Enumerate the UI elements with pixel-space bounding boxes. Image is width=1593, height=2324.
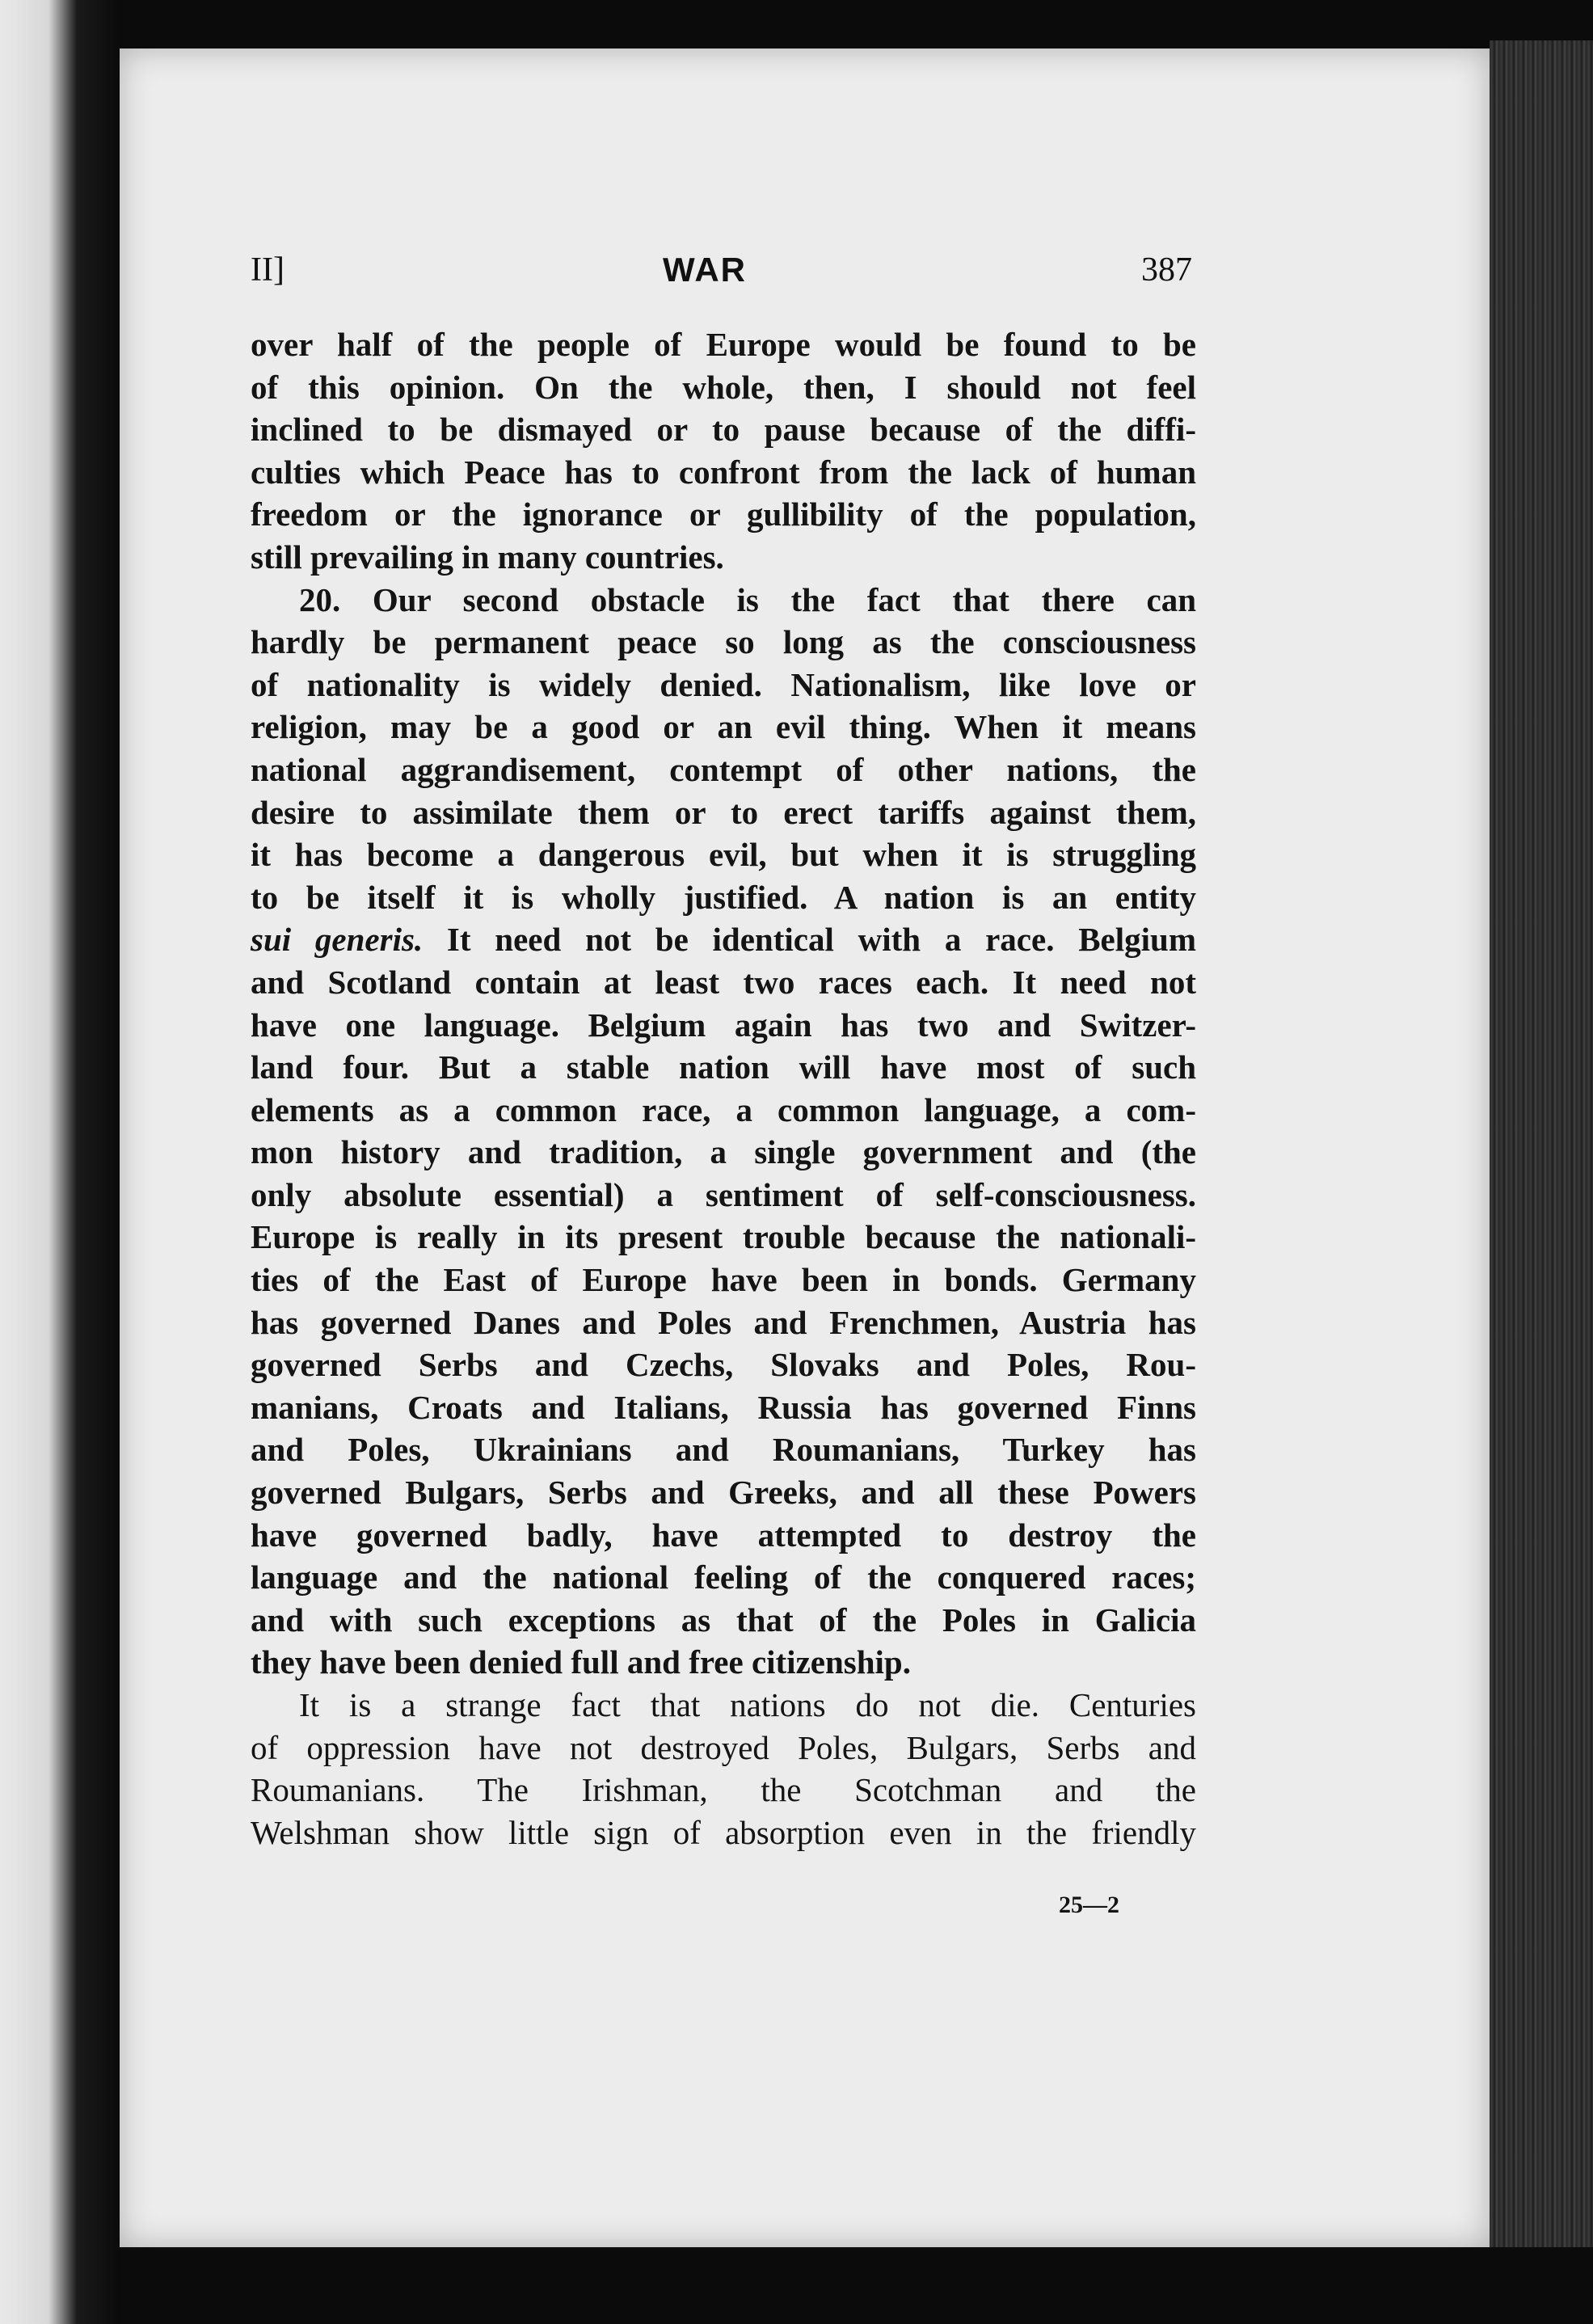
text-line: and Scotland contain at least two races each. It need not [251, 963, 1196, 1001]
text-line: governed Bulgars, Serbs and Greeks, and all these Powers [251, 1474, 1196, 1512]
book-edge-right [1490, 40, 1593, 2255]
text-line: still prevailing in many countries. [251, 538, 724, 576]
text-line: sui generis. It need not be identical with a race. Belgium [251, 921, 1196, 959]
text-line: to be itself it is wholly justified. A nation is an entity [251, 878, 1196, 916]
text-line: national aggrandisement, contempt of other nations, the [251, 750, 1196, 788]
text-line: Welshman show little sign of absorption even in the friendly [251, 1813, 1196, 1851]
text-line: over half of the people of Europe would be found to be [251, 326, 1196, 363]
italic-phrase: sui generis. [251, 921, 424, 959]
text-line: governed Serbs and Czechs, Slovaks and Poles, Rou- [251, 1346, 1196, 1384]
running-header [251, 243, 1192, 307]
text-line: mon history and tradition, a single government and (the [251, 1133, 1196, 1171]
book-binding-left [0, 0, 121, 2324]
text-line: 20. Our second obstacle is the fact that there can [299, 580, 1196, 618]
text-line: of nationality is widely denied. Nationalism, like love or [251, 665, 1196, 703]
text-line: Roumanians. The Irishman, the Scotchman and the [251, 1771, 1196, 1809]
text-line: elements as a common race, a common language, a com- [251, 1090, 1196, 1128]
text-line: culties which Peace has to confront from the lack of human [251, 453, 1196, 491]
text-line: has governed Danes and Poles and Frenchmen, Austria has [251, 1303, 1196, 1341]
text-line: have one language. Belgium again has two and Switzer- [251, 1006, 1196, 1044]
text-line: hardly be permanent peace so long as the consciousness [251, 623, 1196, 661]
text-line: language and the national feeling of the conquered races; [251, 1558, 1196, 1596]
text-line: they have been denied full and free citizenship. [251, 1643, 911, 1681]
text-line: land four. But a stable nation will have most of such [251, 1048, 1196, 1086]
body-text [251, 323, 1196, 1854]
text-line: and Poles, Ukrainians and Roumanians, Turkey has [251, 1431, 1196, 1469]
printer-signature: 25—2 [1059, 1892, 1119, 1918]
text-line: Europe is really in its present trouble because the nationali- [251, 1218, 1196, 1256]
text-line: freedom or the ignorance or gullibility of the population, [251, 496, 1196, 534]
text-line: and with such exceptions as that of the Poles in Galicia [251, 1601, 1196, 1639]
book-edge-bottom [120, 2247, 1593, 2324]
text-line: of oppression have not destroyed Poles, Bulgars, Serbs and [251, 1728, 1196, 1766]
text-line: of this opinion. On the whole, then, I should not feel [251, 368, 1196, 406]
text-line: only absolute essential) a sentiment of self-consciousness. [251, 1175, 1196, 1213]
text-line: desire to assimilate them or to erect tariffs against them, [251, 793, 1196, 831]
text-line: inclined to be dismayed or to pause because of the diffi- [251, 411, 1196, 449]
text-line: manians, Croats and Italians, Russia has governed Finns [251, 1388, 1196, 1426]
page-number: 387 [1141, 251, 1192, 289]
text-line: it has become a dangerous evil, but when it is struggling [251, 836, 1196, 874]
text-line: ties of the East of Europe have been in bonds. Germany [251, 1261, 1196, 1299]
chapter-marker: II] [251, 251, 284, 289]
text-line: religion, may be a good or an evil thing. When it means [251, 708, 1196, 746]
running-title: WAR [663, 251, 747, 289]
text-line: have governed badly, have attempted to destroy the [251, 1516, 1196, 1554]
text-line: It is a strange fact that nations do not die. Centuries [299, 1686, 1196, 1723]
